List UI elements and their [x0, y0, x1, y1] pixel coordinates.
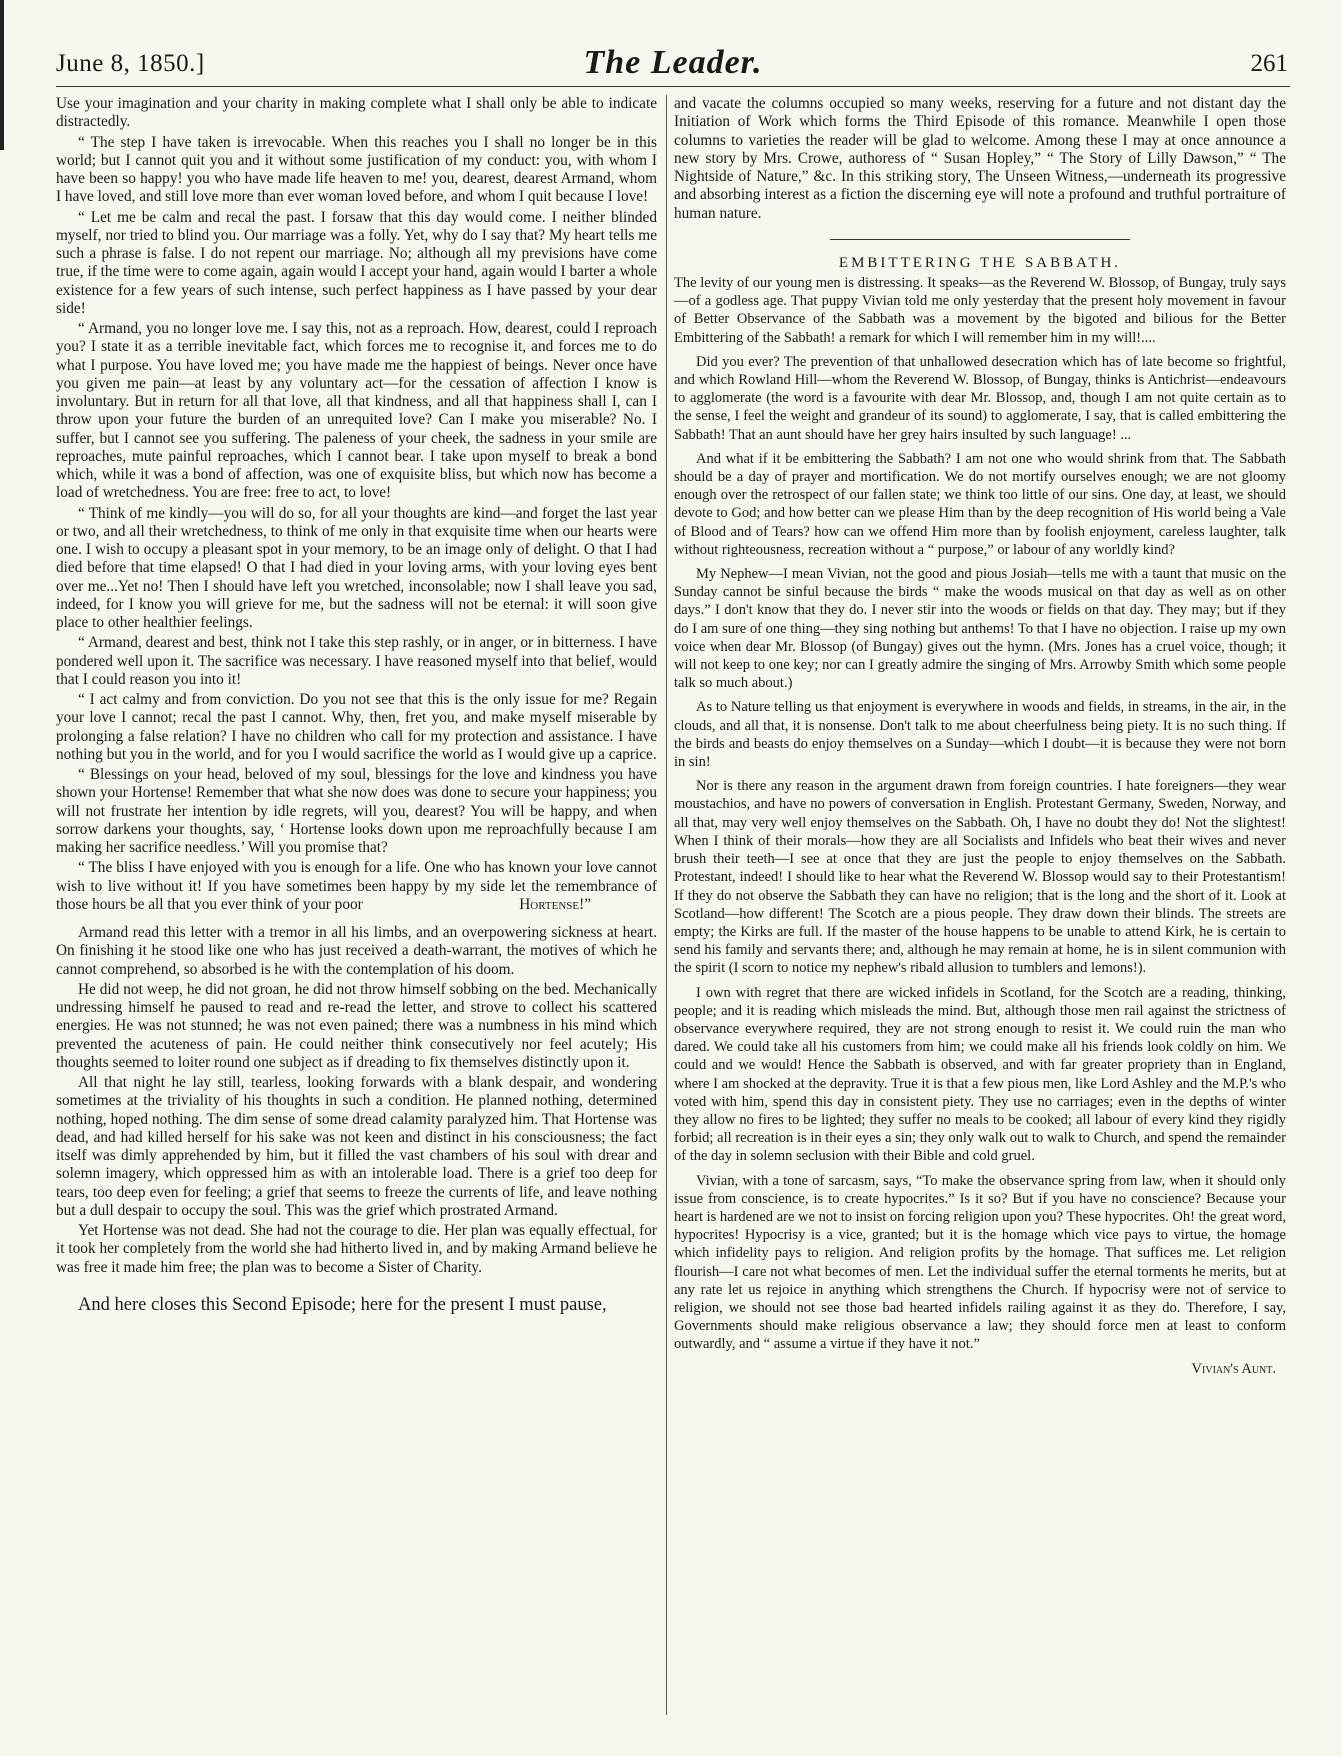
letter-paragraph: [56, 859, 657, 914]
letter-paragraph: “ Let me be calm and recal the past. I forsaw that this day would come. I neither blinded myself, nor tried to blind you. Our marriage was a folly. Yet, why do I say that? My heart tells me such a phrase is false. I do not repent our marriage. No; although all my previsions have come true, if the time were to come again, again would I accept your hand, again would I barter a whole existence for a few years of such intense, such perfect happiness as I have passed by your dear side!: [56, 208, 657, 317]
letter-paragraph: “ Armand, you no longer love me. I say this, not as a reproach. How, dearest, could I reproach you? I state it as a terrible inevitable fact, which forces me to recognise it, and forces me to do what I purpose. You have loved me; you have made me the happiest of beings. Never once have you given me pain—at least by any voluntary act—for the cessation of affection I know is involuntary. But in return for all that love, all that kindness, and all that happiness shall I, can I throw upon your future the burden of an unrequited love? Can I make you miserable? No. I suffer, but I cannot see you suffering. The paleness of your cheek, the sadness in your smile are reproaches, mute painful reproaches, which I cannot bear. I take upon myself to break a bond which, while it was a bond of affection, was one of exquisite bliss, but which now has become a load of wretchedness. You are free: free to act, to love!: [56, 320, 657, 502]
article-paragraph: The levity of our young men is distressing. It speaks—as the Reverend W. Blossop, of Bungay, truly says—of a godless age. That puppy Vivian told me only yesterday that the present holy movement in favour of Better Observance of the Sabbath was a movement by the bigoted and bilious for the Better Embittering of the Sabbath! a remark for which I will remember him in my will!....: [674, 275, 1286, 346]
article-body: [674, 274, 1286, 1378]
letter-paragraph: “ Blessings on your head, beloved of my soul, blessings for the love and kindness you have shown your Hortense! Remember that what she now does was done to secure your happiness; you will not frustrate her intention by idle regrets, will you, dearest? You will be happy, and when sorrow darkens your thoughts, say, ‘ Hortense looks down upon me reproachfully because I am making her sacrifice needless.’ Will you promise that?: [56, 766, 657, 856]
left-column: [56, 95, 657, 1319]
intro-paragraph: and vacate the columns occupied so many weeks, reserving for a future and not distant day the Initiation of Work which forms the Third Episode of this romance. Meanwhile I open those columns to varieties the reader will be glad to welcome. Among these I may at once announce a new story by Mrs. Crowe, authoress of “ Susan Hopley,” “ The Story of Lilly Dawson,” “ The Nightside of Nature,” &c. In this striking story, The Unseen Witness,—underneath its progressive and absorbing interest as a fiction the discerning eye will note a profound and truthful portraiture of human nature.: [674, 95, 1286, 222]
issue-date: June 8, 1850.]: [56, 50, 205, 77]
article-paragraph: As to Nature telling us that enjoyment is everywhere in woods and fields, in streams, in the air, in the clouds, and all that, it is nonsense. Don't talk to me about cheerfulness being piety. It is no such thing. If the birds and beasts do enjoy themselves on a Sunday—which I doubt—it is because they were not born in sin!: [674, 699, 1286, 771]
article-paragraph: I own with regret that there are wicked infidels in Scotland, for the Scotch are a reading, thinking, people; and it is reading which misleads the mind. But, although those men rail against the strictness of observance everywhere required, they are not strong enough to resist it. We could ruin the man who dared. We could take all his customers from him; we could make all his friends look coldly on him. We could and we would! Hence the Sabbath is observed, and with far greater propriety than in England, where I am shocked at the depravity. True it is that a few pious men, like Lord Ashley and the M.P.'s who voted with him, spend this day in consistent piety. They use no carriages; even in the depths of winter they allow no fires to be lighted; they suffer no meals to be cooked; all labour of every kind they rigidly forbid; all recreation is in their eyes a sin; they only walk out to walk to Church, and spend the remainder of the day in solemn seclusion with their Bible and cold gruel.: [674, 984, 1286, 1165]
narrative-paragraph: Yet Hortense was not dead. She had not the courage to die. Her plan was equally effectual, for it took her completely from the world she had hitherto lived in, and by making Armand believe he was free it made him free; the plan was to become a Sister of Charity.: [56, 1222, 657, 1276]
narrative-paragraph: He did not weep, he did not groan, he did not throw himself sobbing on the bed. Mechanically undressing himself he paused to read and re-read the letter, and strove to collect his scattered energies. He was not stunned; he was not even pained; there was a numbness in his mind which prevented the acuteness of pain. He could neither think consecutively nor feel acutely; His thoughts seemed to loiter round one subject as if dreading to fix themselves distinctly upon it.: [56, 980, 657, 1071]
narrative-paragraph: All that night he lay still, tearless, looking forwards with a blank despair, and wondering sometimes at the triviality of his thoughts in such a condition. He planned nothing, determined nothing, hoped nothing. The dim sense of some dread calamity paralyzed him. That Hortense was dead, and had killed herself for his sake was not keen and distinct in his consciousness; the fact itself was dimly apprehended by him, but it filled the vast chambers of his soul with drear and solemn imagery, which oppressed him as with an intolerable load. There is a grief too deep for tears, too deep even for feeling; a grief that seems to freeze the currents of life, and leave nothing but a dull despair to occupy the soul. This was the grief which prostrated Armand.: [56, 1074, 657, 1219]
section-separator: [830, 239, 1130, 240]
letter-paragraph: Use your imagination and your charity in making complete what I shall only be able to indicate distractedly.: [56, 95, 657, 131]
article-paragraph: My Nephew—I mean Vivian, not the good and pious Josiah—tells me with a taunt that music on the Sunday cannot be sinful because the birds “ make the woods musical on that day as well as on other days.” I don't know that they do. I never stir into the woods or fields on that day. They may; but if they do I am sure of one thing—they sing nothing but anthems! To that I have no objection. I raise up my own voice when dear Mr. Blossop (of Bungay) gives out the hymn. (Mrs. Jones has a cruel voice, though; it will not keep to one key; nor can I greatly admire the singing of Mrs. Arrowby Smith which some people talk so much about.): [674, 566, 1286, 692]
article-paragraph: Did you ever? The prevention of that unhallowed desecration which has of late become so frightful, and which Rowland Hill—whom the Reverend W. Blossop, of Bungay, thinks is Antichrist—endeavours to agglomerate (the word is a favourite with dear Mr. Blossop, and, though I am not quite certain as to the sense, I feel the weight and grandeur of its sound) to agglomerate, I say, that is called embittering the Sabbath! That an aunt should have her grey hairs insulted by such language! ...: [674, 353, 1286, 443]
article-paragraph: Vivian, with a tone of sarcasm, says, “To make the observance spring from law, when it should only issue from conscience, is to create hypocrites.” Is it so? But if you have no conscience? Because your heart is hardened are we not to insist on forcing religion upon you? These hypocrites. Oh! the great word, hypocrites! Hypocrisy is a vice, granted; but it is the homage which vice pays to virtue, the homage which infidelity pays to religion. And religion profits by the homage. That suffices me. Let religion flourish—I care not what becomes of men. Let the individual suffer the eternal torments he merits, but at any rate let us rejoice in anything which strengthens the Church. If hypocrisy were not of service to religion, we should not see those bad hearted infidels railing against it as they do. Therefore, I say, Governments should make religious observance a law; they should force men at least to conform outwardly, and “ assume a virtue if they have it not.”: [674, 1172, 1286, 1353]
page-header: [56, 44, 1290, 87]
letter-paragraph: “ Think of me kindly—you will do so, for all your thoughts are kind—and forget the last year or two, and all their wretchedness, to think of me only in that exquisite time when our hearts were one. I wish to occupy a pleasant spot in your memory, to be an image only of delight. O that I had died before that time elapsed! O that I had died in your loving arms, with your loving eyes bent over me...Yet no! Then I should have left you wretched, inconsolable; now I shall leave you sad, indeed, for I know you will grieve for me, but the sadness will not be eternal: it will soon give place to other healthier feelings.: [56, 504, 657, 631]
letter-paragraph: “ Armand, dearest and best, think not I take this step rashly, or in anger, or in bitterness. I have pondered well upon it. The sacrifice was necessary. I have reasoned myself into that belief, would that I could reason you into it!: [56, 634, 657, 688]
page-edge-mark: [0, 0, 4, 150]
letter-paragraph: “ The step I have taken is irrevocable. When this reaches you I shall no longer be in this world; but I cannot quit you and it without some justification of my conduct: you, with whom I have been so happy! you who have made life heaven to me! you, dearest, dearest Armand, whom I have loved, and still love more than ever woman loved before, and whom I quit because I love!: [56, 133, 657, 206]
masthead-title: The Leader.: [583, 44, 763, 81]
letter-closing-text: “ The bliss I have enjoyed with you is enough for a life. One who has known your love cannot wish to live without it! If you have sometimes been happy by my side let the remembrance of those hours be all that you ever think of your poor: [56, 859, 657, 913]
article-paragraph: And what if it be embittering the Sabbath? I am not one who would shrink from that. The Sabbath should be a day of prayer and mortification. We do not mortify ourselves enough; we are not gloomy enough over the retrospect of our fallen state; we think too little of our sins. One day, at least, we should devote to God; and how better can we please Him than by the deep recognition of His world being a Vale of Blood and of Tears? how can we offend Him more than by foolish enjoyment, careless laughter, talk without righteousness, recreation without a “ purpose,” or labour of any worldly kind?: [674, 450, 1286, 558]
right-column: [674, 95, 1286, 1378]
letter-paragraph: “ I act calmy and from conviction. Do you not see that this is the only issue for me? Regain your love I cannot; recal the past I cannot. Why, then, fret you, and make myself miserable by prolonging a false relation? I have no children who call for my protection and assistance. I have nothing but you in the world, and for you I would sacrifice the world as I would give up a caprice.: [56, 691, 657, 763]
article-signature: Vivian's Aunt.: [1191, 1360, 1276, 1377]
column-divider: [666, 95, 667, 1715]
letter-signature: Hortense!”: [519, 895, 591, 913]
article-heading: EMBITTERING THE SABBATH.: [838, 254, 1122, 271]
article-paragraph: Nor is there any reason in the argument drawn from foreign countries. I hate foreigners—they wear moustachios, and have no powers of conversation in English. Protestant Germany, Sweden, Norway, and all that, may very well enjoy themselves on the Sabbath. Oh, I have no doubt they do! Not the slightest! When I think of their morals—how they are all Socialists and Infidels who beat their wives and never brush their teeth—I see at once that they are just the people to enjoy themselves on the Sabbath. Protestant, indeed! I should like to hear what the Reverend W. Blossop would say to their Protestantism! If they do not observe the Sabbath they can have no religion; that is the long and the short of it. Look at Scotland—how different! The Scotch are a pious people. They draw down their blinds. The streets are empty; the Kirks are full. If the master of the house happens to be unable to attend Kirk, he is certain to send his family and servants there; and, although he may remain at home, he is in silent communion with the spirit (I scorn to notice my nephew's ribald allusion to tumblers and lemons!).: [674, 778, 1286, 977]
page-number: 261: [1250, 50, 1288, 77]
episode-closing-line: And here closes this Second Episode; here for the present I must pause,: [78, 1294, 607, 1315]
narrative-paragraph: Armand read this letter with a tremor in all his limbs, and an overpowering sickness at heart. On finishing it he stood like one who has just received a death-warrant, the motives of which he cannot comprehend, so absorbed is he with the contemplation of his doom.: [56, 924, 657, 978]
